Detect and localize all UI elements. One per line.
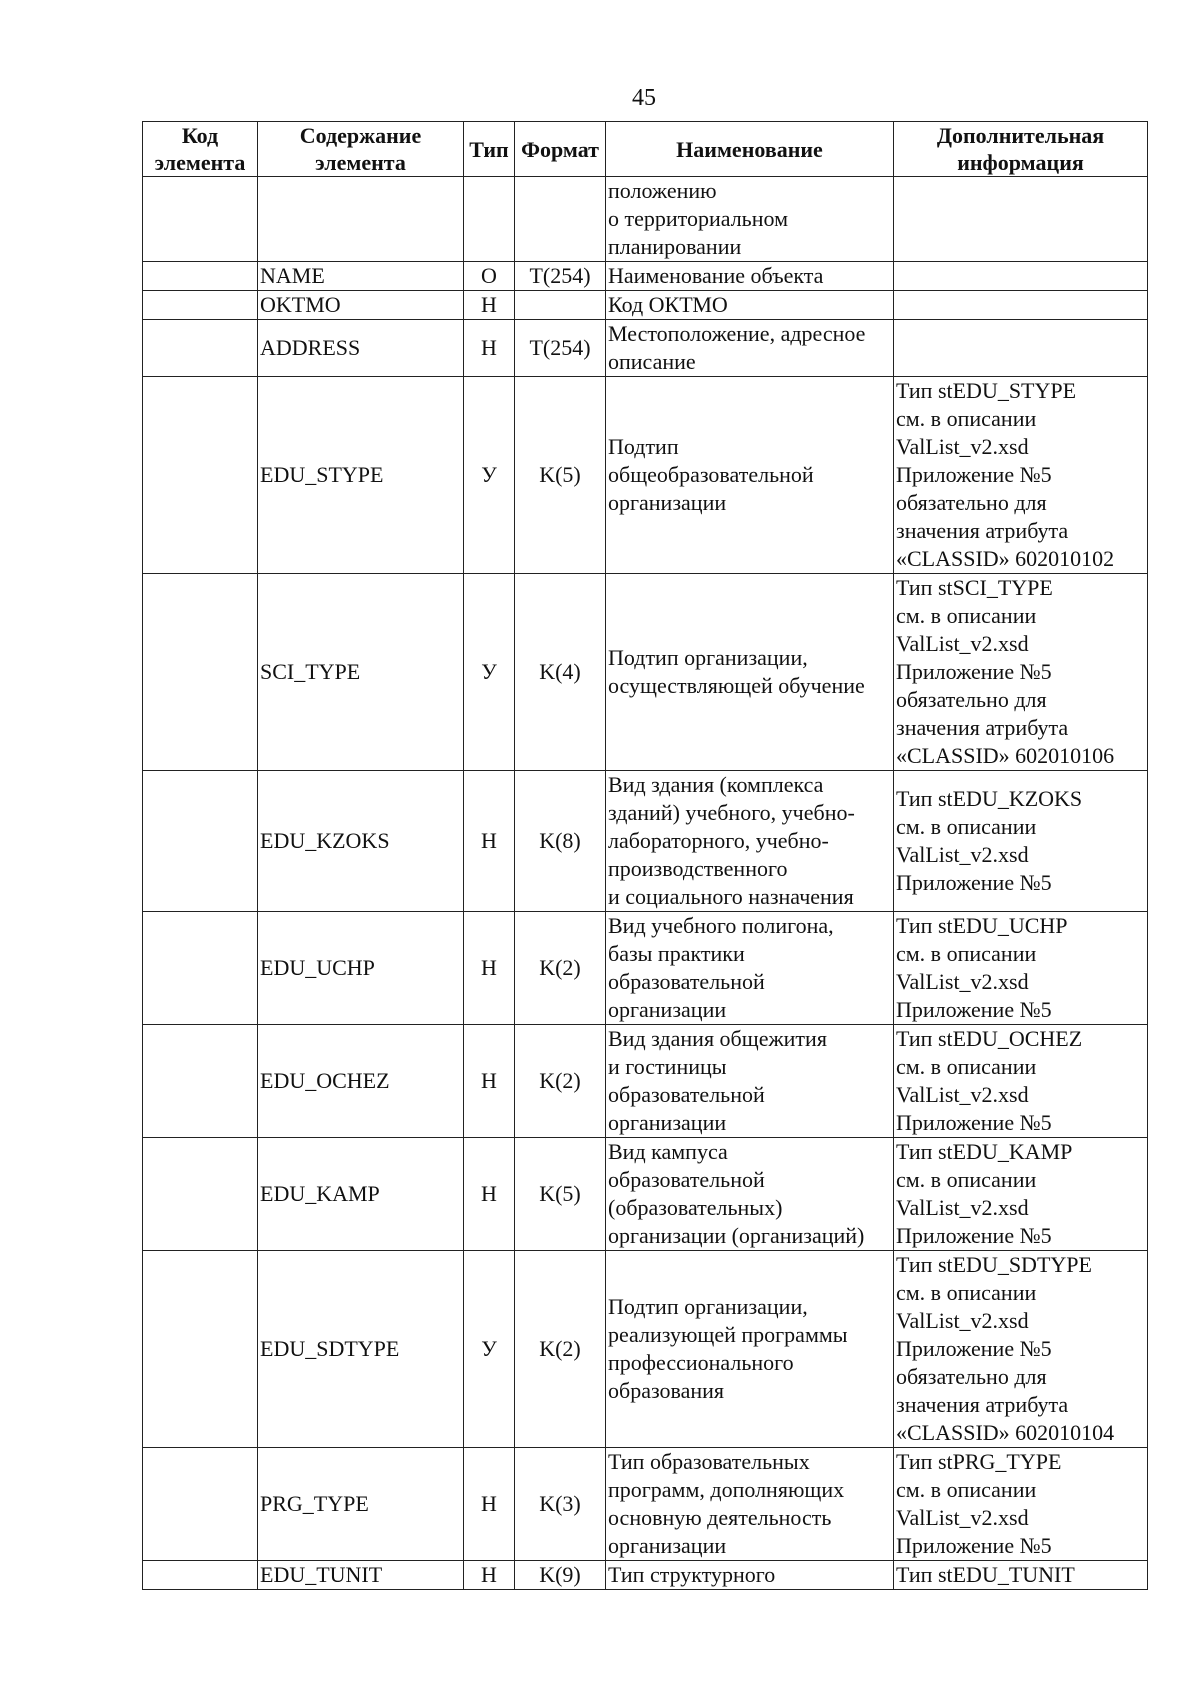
table-row: [143, 1025, 1148, 1138]
cell-type: Н: [464, 1138, 515, 1251]
cell-type: У: [464, 574, 515, 771]
cell-format: [515, 177, 606, 262]
cell-info: [894, 291, 1148, 320]
cell-format: K(9): [515, 1561, 606, 1590]
table-row: [143, 1138, 1148, 1251]
cell-name: Подтип организации, осуществляющей обучение: [606, 574, 894, 771]
cell-format: T(254): [515, 320, 606, 377]
table-row: [143, 262, 1148, 291]
cell-info: Тип stPRG_TYPE см. в описании ValList_v2.xsd Приложение №5: [894, 1448, 1148, 1561]
cell-code: [143, 262, 258, 291]
cell-type: У: [464, 1251, 515, 1448]
cell-name: положению о территориальном планировании: [606, 177, 894, 262]
cell-name: Тип образовательных программ, дополняющих основную деятельность организации: [606, 1448, 894, 1561]
cell-type: У: [464, 377, 515, 574]
table-row: [143, 771, 1148, 912]
table-row: [143, 291, 1148, 320]
cell-content: EDU_STYPE: [258, 377, 464, 574]
cell-code: [143, 1025, 258, 1138]
cell-code: [143, 574, 258, 771]
cell-type: Н: [464, 912, 515, 1025]
cell-info: Тип stEDU_SDTYPE см. в описании ValList_v2.xsd Приложение №5 обязательно для значения атрибута «CLASSID» 602010104: [894, 1251, 1148, 1448]
element-spec-table: [142, 121, 1148, 1590]
cell-code: [143, 177, 258, 262]
cell-info: Тип stEDU_UCHP см. в описании ValList_v2.xsd Приложение №5: [894, 912, 1148, 1025]
cell-content: [258, 177, 464, 262]
table-body: [143, 177, 1148, 1590]
cell-info: [894, 177, 1148, 262]
cell-format: K(2): [515, 1251, 606, 1448]
cell-type: О: [464, 262, 515, 291]
cell-content: EDU_OCHEZ: [258, 1025, 464, 1138]
page-number: 45: [632, 85, 656, 111]
cell-type: Н: [464, 320, 515, 377]
cell-name: Вид учебного полигона, базы практики образовательной организации: [606, 912, 894, 1025]
cell-format: K(2): [515, 912, 606, 1025]
cell-info: [894, 320, 1148, 377]
cell-content: EDU_SDTYPE: [258, 1251, 464, 1448]
cell-content: NAME: [258, 262, 464, 291]
cell-code: [143, 320, 258, 377]
cell-name: Наименование объекта: [606, 262, 894, 291]
cell-type: Н: [464, 1025, 515, 1138]
cell-content: EDU_KZOKS: [258, 771, 464, 912]
table-row: [143, 177, 1148, 262]
table-row: [143, 1448, 1148, 1561]
table-row: [143, 912, 1148, 1025]
cell-name: Тип структурного: [606, 1561, 894, 1590]
header-format: Формат: [515, 122, 606, 177]
table-row: [143, 574, 1148, 771]
header-content: Содержание элемента: [258, 122, 464, 177]
cell-code: [143, 291, 258, 320]
cell-content: SCI_TYPE: [258, 574, 464, 771]
cell-info: Тип stEDU_OCHEZ см. в описании ValList_v2.xsd Приложение №5: [894, 1025, 1148, 1138]
cell-content: OKTMO: [258, 291, 464, 320]
cell-format: K(3): [515, 1448, 606, 1561]
cell-type: Н: [464, 1561, 515, 1590]
cell-type: Н: [464, 771, 515, 912]
table-header-row: [143, 122, 1148, 177]
cell-info: [894, 262, 1148, 291]
header-code: Код элемента: [143, 122, 258, 177]
cell-content: EDU_KAMP: [258, 1138, 464, 1251]
cell-type: [464, 177, 515, 262]
cell-name: Местоположение, адресное описание: [606, 320, 894, 377]
cell-format: T(254): [515, 262, 606, 291]
cell-code: [143, 771, 258, 912]
cell-format: K(5): [515, 1138, 606, 1251]
cell-content: PRG_TYPE: [258, 1448, 464, 1561]
header-type: Тип: [464, 122, 515, 177]
cell-format: K(4): [515, 574, 606, 771]
cell-info: Тип stEDU_TUNIT: [894, 1561, 1148, 1590]
cell-name: Подтип общеобразовательной организации: [606, 377, 894, 574]
cell-info: Тип stEDU_KZOKS см. в описании ValList_v2.xsd Приложение №5: [894, 771, 1148, 912]
cell-type: Н: [464, 291, 515, 320]
cell-format: K(5): [515, 377, 606, 574]
cell-code: [143, 1448, 258, 1561]
cell-name: Вид здания (комплекса зданий) учебного, учебно- лабораторного, учебно- производственного и социального назначения: [606, 771, 894, 912]
cell-code: [143, 1138, 258, 1251]
cell-name: Код ОКТМО: [606, 291, 894, 320]
cell-type: Н: [464, 1448, 515, 1561]
cell-code: [143, 1251, 258, 1448]
cell-content: EDU_UCHP: [258, 912, 464, 1025]
cell-name: Подтип организации, реализующей программы профессионального образования: [606, 1251, 894, 1448]
cell-content: EDU_TUNIT: [258, 1561, 464, 1590]
cell-code: [143, 912, 258, 1025]
table-row: [143, 320, 1148, 377]
cell-info: Тип stSCI_TYPE см. в описании ValList_v2.xsd Приложение №5 обязательно для значения атрибута «CLASSID» 602010106: [894, 574, 1148, 771]
table-row: [143, 377, 1148, 574]
cell-content: ADDRESS: [258, 320, 464, 377]
header-name: Наименование: [606, 122, 894, 177]
cell-format: K(8): [515, 771, 606, 912]
cell-name: Вид здания общежития и гостиницы образовательной организации: [606, 1025, 894, 1138]
cell-info: Тип stEDU_KAMP см. в описании ValList_v2.xsd Приложение №5: [894, 1138, 1148, 1251]
table-row: [143, 1561, 1148, 1590]
cell-code: [143, 1561, 258, 1590]
cell-format: [515, 291, 606, 320]
header-info: Дополнительная информация: [894, 122, 1148, 177]
table-row: [143, 1251, 1148, 1448]
cell-code: [143, 377, 258, 574]
cell-name: Вид кампуса образовательной (образовательных) организации (организаций): [606, 1138, 894, 1251]
cell-info: Тип stEDU_STYPE см. в описании ValList_v2.xsd Приложение №5 обязательно для значения атрибута «CLASSID» 602010102: [894, 377, 1148, 574]
cell-format: K(2): [515, 1025, 606, 1138]
